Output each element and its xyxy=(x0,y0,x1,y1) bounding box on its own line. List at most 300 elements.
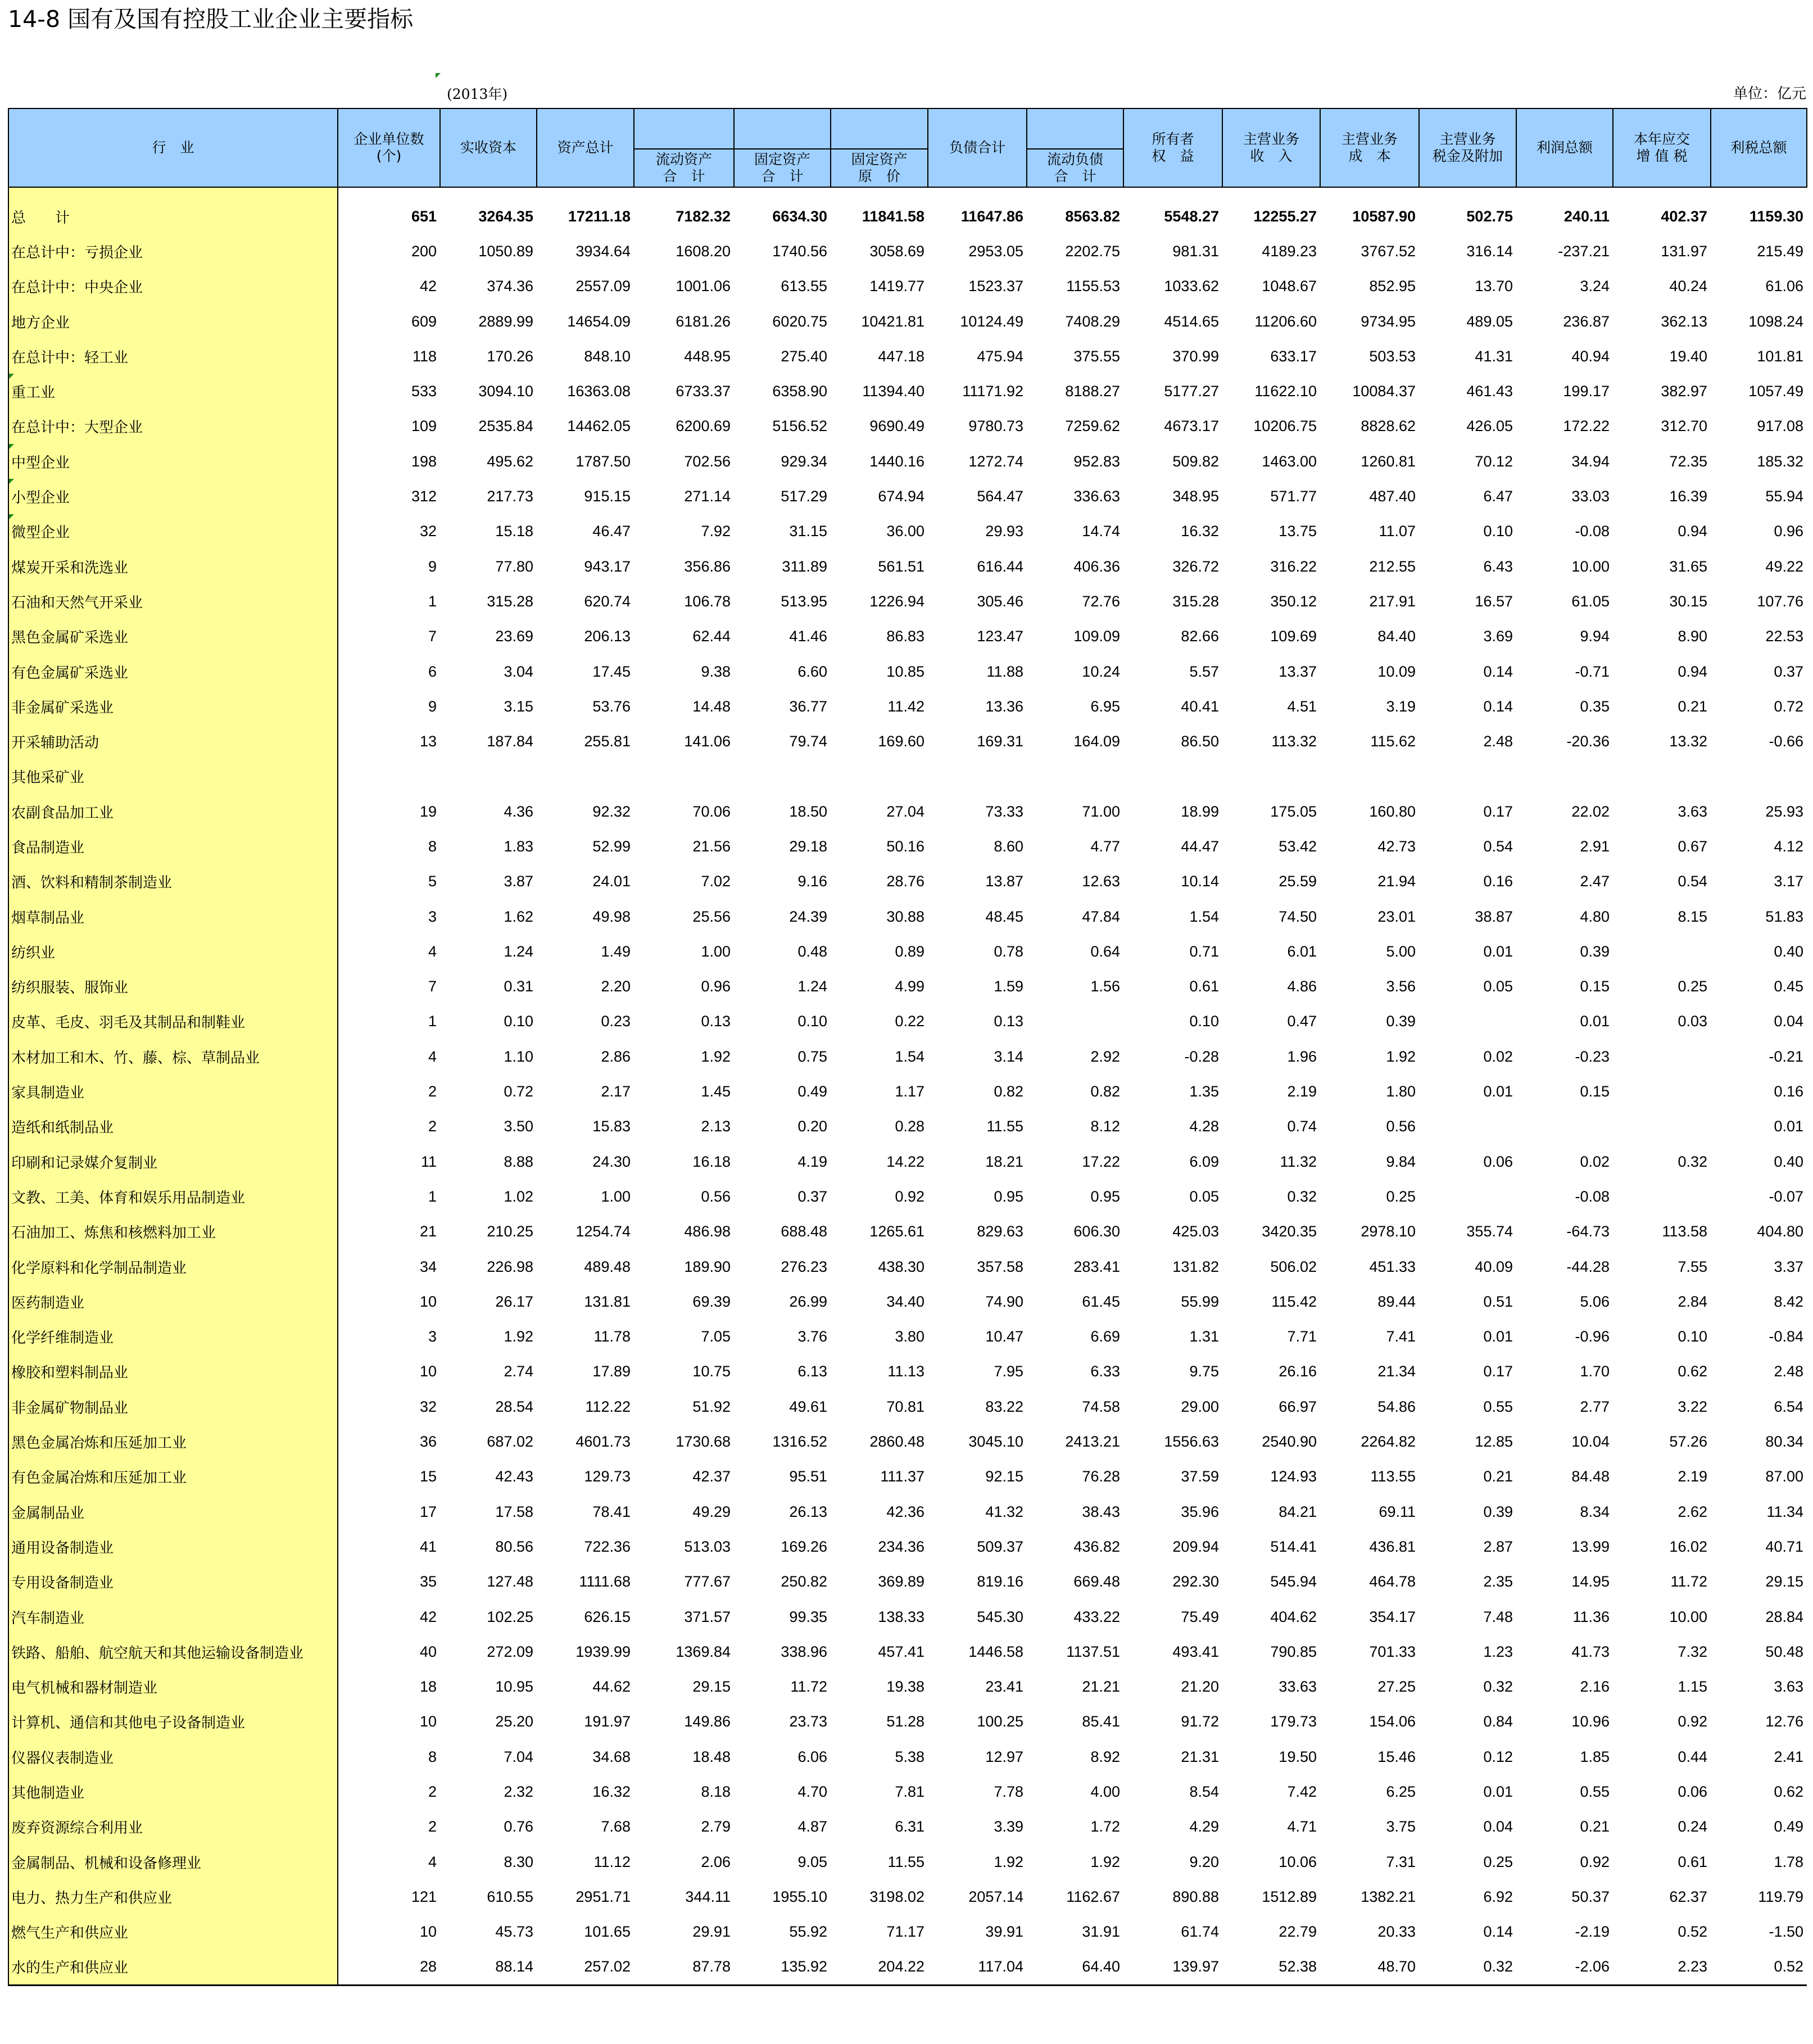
table-cell: 12255.27 xyxy=(1253,207,1317,225)
table-row xyxy=(8,1739,1807,1774)
table-cell: 0.95 xyxy=(1090,1188,1120,1205)
row-label: 开采辅助活动 xyxy=(8,724,338,759)
table-cell: 0.20 xyxy=(797,1118,827,1135)
table-cell: 11.13 xyxy=(887,1363,924,1380)
table-cell: 0.22 xyxy=(895,1013,924,1030)
table-cell: 236.87 xyxy=(1563,312,1610,330)
table-cell: 1.70 xyxy=(1580,1363,1610,1380)
table-cell: 32 xyxy=(419,523,437,540)
table-cell: 112.22 xyxy=(585,1398,631,1415)
table-cell: 0.25 xyxy=(1386,1188,1416,1205)
cell-marker-icon xyxy=(9,444,14,449)
table-cell: -0.07 xyxy=(1769,1188,1803,1205)
table-cell xyxy=(1419,1109,1516,1144)
table-cell: 0.92 xyxy=(895,1188,924,1205)
table-cell: 0.04 xyxy=(1774,1013,1803,1030)
table-cell: 8.92 xyxy=(1090,1748,1120,1765)
row-label: 总 计 xyxy=(8,187,338,234)
table-cell: 217.73 xyxy=(487,488,533,505)
table-cell: 19 xyxy=(419,803,437,820)
table-cell: 2264.82 xyxy=(1361,1433,1416,1451)
table-cell: 45.73 xyxy=(495,1923,533,1941)
table-cell: 106.78 xyxy=(684,592,731,610)
table-cell: 5.06 xyxy=(1580,1293,1610,1310)
table-cell: 2.17 xyxy=(601,1083,631,1100)
table-cell: 487.40 xyxy=(1369,488,1416,505)
table-cell: 1.56 xyxy=(1090,978,1120,995)
table-cell: 1.24 xyxy=(504,942,533,960)
table-cell: 3.17 xyxy=(1774,873,1803,890)
table-cell: 0.25 xyxy=(1678,978,1707,995)
table-cell: 2.32 xyxy=(504,1783,533,1800)
table-row xyxy=(8,304,1807,339)
table-cell: 7.78 xyxy=(994,1783,1023,1800)
table-cell: 24.30 xyxy=(592,1153,631,1170)
table-cell: 13.75 xyxy=(1279,523,1317,540)
table-cell: 1.92 xyxy=(1090,1853,1120,1870)
table-cell: 2540.90 xyxy=(1262,1433,1317,1451)
table-cell: 29.18 xyxy=(789,837,827,855)
col-header-main-cost: 主营业务 成 本 xyxy=(1320,108,1419,187)
table-cell xyxy=(1419,759,1516,794)
table-row xyxy=(8,1529,1807,1564)
table-cell: 71.17 xyxy=(886,1923,924,1941)
table-cell: 404.80 xyxy=(1757,1223,1803,1240)
row-label: 橡胶和塑料制品业 xyxy=(8,1354,338,1389)
table-cell: 35 xyxy=(419,1573,437,1590)
table-cell: 2 xyxy=(428,1783,437,1800)
table-cell: 0.37 xyxy=(1774,663,1803,680)
table-cell: 6.25 xyxy=(1386,1783,1416,1800)
table-cell: 0.32 xyxy=(1678,1153,1707,1170)
table-cell: 78.41 xyxy=(592,1503,631,1520)
table-cell: 4.80 xyxy=(1580,908,1610,925)
row-label: 微型企业 xyxy=(8,514,338,549)
table-cell: 64.40 xyxy=(1027,1950,1123,1986)
table-cell: 44.62 xyxy=(592,1678,631,1696)
table-cell: 92.32 xyxy=(592,803,631,820)
table-cell: 4 xyxy=(428,942,437,960)
row-label: 农副食品加工业 xyxy=(8,794,338,829)
table-cell: 8.12 xyxy=(1090,1118,1120,1135)
table-cell: 14.95 xyxy=(1571,1573,1610,1590)
table-cell: 5548.27 xyxy=(1164,207,1219,225)
row-label: 废弃资源综合利用业 xyxy=(8,1810,338,1844)
table-cell: 0.03 xyxy=(1678,1013,1707,1030)
table-cell: 0.04 xyxy=(1483,1818,1513,1835)
table-cell: -20.36 xyxy=(1566,733,1610,750)
table-cell: 164.09 xyxy=(1073,733,1120,750)
table-cell: 609 xyxy=(411,312,437,330)
row-label: 石油加工、炼焦和核燃料加工业 xyxy=(8,1214,338,1249)
table-cell: 509.82 xyxy=(1172,452,1219,470)
table-cell: 135.92 xyxy=(734,1950,831,1986)
table-cell: 0.15 xyxy=(1580,978,1610,995)
table-cell: 0.01 xyxy=(1483,1328,1513,1345)
table-cell: 7.92 xyxy=(701,523,731,540)
table-cell: 6.06 xyxy=(797,1748,827,1765)
table-cell: 5.57 xyxy=(1189,663,1219,680)
table-cell: 11.34 xyxy=(1766,1503,1803,1520)
table-cell: 819.16 xyxy=(977,1573,1023,1590)
table-cell: 42.73 xyxy=(1377,837,1416,855)
table-cell: 28.54 xyxy=(495,1398,533,1415)
table-cell: 7.04 xyxy=(504,1748,533,1765)
table-cell: 0.32 xyxy=(1419,1950,1516,1986)
table-cell: 8188.27 xyxy=(1065,383,1120,400)
table-cell: 687.02 xyxy=(487,1433,533,1451)
table-cell: 0.28 xyxy=(895,1118,924,1135)
table-cell: 11394.40 xyxy=(862,383,924,400)
table-cell: -0.71 xyxy=(1575,663,1610,680)
table-cell: 11647.86 xyxy=(960,207,1023,225)
table-cell: 13.37 xyxy=(1279,663,1317,680)
table-cell: 0.62 xyxy=(1678,1363,1707,1380)
table-cell: 669.48 xyxy=(1073,1573,1120,1590)
table-cell: 42 xyxy=(419,1608,437,1625)
table-cell: 91.72 xyxy=(1181,1713,1219,1730)
table-row xyxy=(8,1669,1807,1704)
table-cell: 7 xyxy=(428,978,437,995)
table-cell: 2413.21 xyxy=(1065,1433,1120,1451)
table-cell: 29.91 xyxy=(692,1923,731,1941)
table-cell: 0.12 xyxy=(1483,1748,1513,1765)
table-cell: 74.90 xyxy=(985,1293,1023,1310)
table-cell: 3094.10 xyxy=(478,383,533,400)
table-cell: 69.11 xyxy=(1379,1503,1416,1520)
table-row xyxy=(8,619,1807,654)
row-label: 重工业 xyxy=(8,374,338,409)
table-cell: 6.31 xyxy=(895,1818,924,1835)
table-cell: 61.05 xyxy=(1571,592,1610,610)
table-cell: 0.23 xyxy=(601,1013,631,1030)
table-row xyxy=(8,1179,1807,1214)
table-cell: 70.06 xyxy=(692,803,731,820)
table-cell: 1001.06 xyxy=(676,278,731,295)
row-label: 地方企业 xyxy=(8,304,338,339)
table-cell: 489.05 xyxy=(1466,312,1513,330)
table-cell: 24.01 xyxy=(592,873,631,890)
table-cell: 0.56 xyxy=(701,1188,731,1205)
table-cell: 21.20 xyxy=(1181,1678,1219,1696)
table-cell: 82.66 xyxy=(1181,628,1219,645)
table-cell: 124.93 xyxy=(1270,1468,1317,1485)
table-cell: 61.06 xyxy=(1765,278,1803,295)
table-cell: 42.37 xyxy=(692,1468,731,1485)
table-cell: 6 xyxy=(428,663,437,680)
table-cell xyxy=(338,759,440,794)
table-cell: 26.17 xyxy=(495,1293,533,1310)
table-cell: 6.95 xyxy=(1090,697,1120,715)
table-cell: 3 xyxy=(428,908,437,925)
table-cell: 513.95 xyxy=(781,592,827,610)
row-label: 纺织服装、服饰业 xyxy=(8,969,338,1004)
table-cell: 369.89 xyxy=(878,1573,924,1590)
table-cell: 70.81 xyxy=(886,1398,924,1415)
table-cell: 1.72 xyxy=(1090,1818,1120,1835)
table-cell: 1.54 xyxy=(895,1048,924,1065)
table-cell: 2.77 xyxy=(1580,1398,1610,1415)
table-cell: 31.91 xyxy=(1082,1923,1120,1941)
col-header-profit-and-tax: 利税总额 xyxy=(1711,108,1807,187)
table-cell: 118 xyxy=(412,347,437,365)
table-cell: 1740.56 xyxy=(772,242,827,260)
table-cell: 1.83 xyxy=(504,837,533,855)
col-header-current-liabilities: 流动负债 合 计 xyxy=(1027,149,1123,187)
table-cell: 117.04 xyxy=(928,1950,1027,1986)
table-cell: 5156.52 xyxy=(772,418,827,435)
table-cell: 451.33 xyxy=(1369,1258,1416,1275)
table-cell: 0.96 xyxy=(701,978,731,995)
table-cell: 0.17 xyxy=(1483,803,1513,820)
table-row xyxy=(8,689,1807,724)
table-cell: 777.67 xyxy=(684,1573,731,1590)
table-cell: 626.15 xyxy=(584,1608,631,1625)
table-row xyxy=(8,1249,1807,1284)
table-cell: 12.85 xyxy=(1475,1433,1513,1451)
table-cell: 101.65 xyxy=(584,1923,631,1941)
table-cell: 350.12 xyxy=(1270,592,1317,610)
table-cell: 115.62 xyxy=(1370,733,1416,750)
table-row xyxy=(8,1774,1807,1809)
col-header-current-assets: 流动资产 合 计 xyxy=(634,149,734,187)
table-cell: 7408.29 xyxy=(1065,312,1120,330)
table-cell: 13 xyxy=(419,733,437,750)
table-cell: 1.96 xyxy=(1287,1048,1317,1065)
table-row xyxy=(8,339,1807,374)
table-cell: 26.99 xyxy=(789,1293,827,1310)
table-cell: 88.14 xyxy=(440,1950,537,1986)
table-cell: 336.63 xyxy=(1073,488,1120,505)
table-cell: 1265.61 xyxy=(869,1223,924,1240)
table-cell: 54.86 xyxy=(1377,1398,1416,1415)
table-cell: 31.65 xyxy=(1669,558,1707,575)
table-cell: 209.94 xyxy=(1172,1538,1219,1555)
table-cell: 448.95 xyxy=(684,347,731,365)
table-cell: 3.50 xyxy=(504,1118,533,1135)
table-cell: 11.12 xyxy=(593,1853,631,1870)
table-cell: 52.38 xyxy=(1222,1950,1320,1986)
table-cell: 28.76 xyxy=(886,873,924,890)
table-cell: 1.92 xyxy=(1386,1048,1416,1065)
table-cell: -0.21 xyxy=(1769,1048,1803,1065)
row-label: 黑色金属冶炼和压延加工业 xyxy=(8,1424,338,1459)
col-header-paid-in-capital: 实收资本 xyxy=(440,108,537,187)
table-cell: 234.36 xyxy=(878,1538,924,1555)
table-cell: 11.55 xyxy=(887,1853,924,1870)
table-cell: 3.14 xyxy=(994,1048,1023,1065)
table-cell: 545.30 xyxy=(977,1608,1023,1625)
table-cell: 11 xyxy=(420,1153,437,1170)
table-cell: 11.07 xyxy=(1379,523,1416,540)
table-cell: 1787.50 xyxy=(575,452,631,470)
table-cell: 22.53 xyxy=(1765,628,1803,645)
table-cell xyxy=(537,759,634,794)
table-cell: 9.38 xyxy=(701,663,731,680)
table-cell: 187.84 xyxy=(487,733,533,750)
table-cell: 3.37 xyxy=(1774,1258,1803,1275)
table-cell: 561.51 xyxy=(878,558,924,575)
table-cell: -2.06 xyxy=(1516,1950,1613,1986)
table-cell: 5177.27 xyxy=(1164,383,1219,400)
table-cell: 11.72 xyxy=(1670,1573,1707,1590)
table-cell: 3.24 xyxy=(1580,278,1610,295)
row-label: 石油和天然气开采业 xyxy=(8,584,338,619)
row-label: 电气机械和器材制造业 xyxy=(8,1669,338,1704)
table-cell: 107.76 xyxy=(1757,592,1803,610)
table-cell: 374.36 xyxy=(487,278,533,295)
col-header-enterprises: 企业单位数 (个) xyxy=(338,108,440,187)
table-row xyxy=(8,1424,1807,1459)
table-cell: 31.15 xyxy=(789,523,827,540)
table-cell: 1272.74 xyxy=(968,452,1023,470)
table-cell: 6.60 xyxy=(797,663,827,680)
table-cell: 1.31 xyxy=(1189,1328,1219,1345)
table-cell: 4.87 xyxy=(797,1818,827,1835)
table-cell: 0.78 xyxy=(994,942,1023,960)
col-header-industry: 行 业 xyxy=(8,108,338,187)
table-cell: 8563.82 xyxy=(1065,207,1120,225)
table-cell: 271.14 xyxy=(684,488,731,505)
table-cell: 461.43 xyxy=(1466,383,1513,400)
table-cell: 3934.64 xyxy=(575,242,631,260)
table-cell: 113.55 xyxy=(1370,1468,1416,1485)
table-cell xyxy=(1320,759,1419,794)
table-cell: 86.50 xyxy=(1181,733,1219,750)
table-cell: 506.02 xyxy=(1270,1258,1317,1275)
table-cell xyxy=(1419,1004,1516,1039)
table-cell: 255.81 xyxy=(584,733,631,750)
table-cell: 9780.73 xyxy=(968,418,1023,435)
table-cell: 44.47 xyxy=(1181,837,1219,855)
table-cell: 9.75 xyxy=(1189,1363,1219,1380)
table-row xyxy=(8,1634,1807,1669)
table-cell: 22.79 xyxy=(1279,1923,1317,1941)
row-label: 小型企业 xyxy=(8,479,338,514)
table-cell: 610.55 xyxy=(487,1888,533,1905)
table-cell: 0.67 xyxy=(1678,837,1707,855)
table-cell: 1.92 xyxy=(504,1328,533,1345)
table-cell: 7 xyxy=(428,628,437,645)
table-cell: 6.47 xyxy=(1483,488,1513,505)
table-cell: 0.32 xyxy=(1287,1188,1317,1205)
col-header-main-tax: 主营业务 税金及附加 xyxy=(1419,108,1516,187)
table-cell: 1446.58 xyxy=(968,1643,1023,1660)
table-cell: 312 xyxy=(411,488,437,505)
table-cell: 11.88 xyxy=(986,663,1023,680)
table-cell: 509.37 xyxy=(977,1538,1023,1555)
table-cell: 15.18 xyxy=(495,523,533,540)
table-cell: 34.94 xyxy=(1571,452,1610,470)
table-cell: 36.00 xyxy=(886,523,924,540)
table-cell: 890.88 xyxy=(1172,1888,1219,1905)
row-label: 有色金属矿采选业 xyxy=(8,654,338,689)
table-cell: 0.01 xyxy=(1580,1013,1610,1030)
table-cell: 21.21 xyxy=(1082,1678,1120,1696)
table-cell: 74.50 xyxy=(1279,908,1317,925)
table-cell: 1137.51 xyxy=(1066,1643,1120,1660)
table-cell: 0.51 xyxy=(1483,1293,1513,1310)
row-label: 煤炭开采和洗选业 xyxy=(8,549,338,584)
table-cell: 0.96 xyxy=(1774,523,1803,540)
table-cell: 276.23 xyxy=(781,1258,827,1275)
table-cell: 25.93 xyxy=(1765,803,1803,820)
table-cell: 1382.21 xyxy=(1361,1888,1416,1905)
cell-marker-icon xyxy=(9,479,14,484)
table-cell: 6020.75 xyxy=(772,312,827,330)
table-cell: 3.75 xyxy=(1386,1818,1416,1835)
table-cell: 915.15 xyxy=(584,488,631,505)
row-label: 医药制造业 xyxy=(8,1284,338,1319)
table-cell: 10.06 xyxy=(1279,1853,1317,1870)
table-cell: 4.36 xyxy=(504,803,533,820)
table-cell: 14.48 xyxy=(692,697,731,715)
table-cell: 20.33 xyxy=(1377,1923,1416,1941)
table-cell: 40.71 xyxy=(1765,1538,1803,1555)
table-cell: 226.98 xyxy=(487,1258,533,1275)
table-body xyxy=(8,187,1807,1986)
col-header-fixed-assets: 固定资产 合 计 xyxy=(734,149,831,187)
table-cell: 109.09 xyxy=(1073,628,1120,645)
table-cell: 74.58 xyxy=(1082,1398,1120,1415)
table-cell: 55.99 xyxy=(1181,1293,1219,1310)
table-cell: 3.04 xyxy=(504,663,533,680)
table-cell: 169.26 xyxy=(781,1538,827,1555)
table-cell: 109.69 xyxy=(1270,628,1317,645)
table-cell: 503.53 xyxy=(1369,347,1416,365)
table-cell: 41.32 xyxy=(985,1503,1023,1520)
table-cell: 21 xyxy=(419,1223,437,1240)
table-cell: 38.87 xyxy=(1475,908,1513,925)
table-cell: 2.62 xyxy=(1678,1503,1707,1520)
table-cell: 8.30 xyxy=(504,1853,533,1870)
table-cell: 464.78 xyxy=(1369,1573,1416,1590)
table-cell: 61.74 xyxy=(1181,1923,1219,1941)
table-cell: 23.69 xyxy=(495,628,533,645)
table-cell: 674.94 xyxy=(878,488,924,505)
table-cell: 0.06 xyxy=(1483,1153,1513,1170)
table-cell: 489.48 xyxy=(584,1258,631,1275)
table-cell: 7.71 xyxy=(1287,1328,1317,1345)
table-cell: 1730.68 xyxy=(676,1433,731,1451)
col-header-fixed-assets-original: 固定资产 原 价 xyxy=(831,149,928,187)
table-cell: 10.09 xyxy=(1377,663,1416,680)
table-cell: 53.76 xyxy=(592,697,631,715)
table-cell: 10.75 xyxy=(692,1363,731,1380)
table-cell: 9734.95 xyxy=(1361,312,1416,330)
table-cell: 348.95 xyxy=(1172,488,1219,505)
table-row xyxy=(8,864,1807,899)
table-cell: 1523.37 xyxy=(968,278,1023,295)
table-cell: 131.97 xyxy=(1661,242,1707,260)
table-cell: 50.16 xyxy=(886,837,924,855)
table-cell: 131.81 xyxy=(584,1293,631,1310)
table-cell: 0.82 xyxy=(994,1083,1023,1100)
table-cell: 0.37 xyxy=(797,1188,827,1205)
table-cell xyxy=(634,759,734,794)
row-label: 汽车制造业 xyxy=(8,1599,338,1634)
table-cell: 0.54 xyxy=(1483,837,1513,855)
table-row xyxy=(8,187,1807,234)
table-cell: 8.34 xyxy=(1580,1503,1610,1520)
table-cell: 7.48 xyxy=(1483,1608,1513,1625)
table-cell: 848.10 xyxy=(584,347,631,365)
table-cell: 3.87 xyxy=(504,873,533,890)
table-cell: 7.95 xyxy=(994,1363,1023,1380)
table-cell: 16.02 xyxy=(1669,1538,1707,1555)
table-cell: 0.17 xyxy=(1483,1363,1513,1380)
table-cell: 4.12 xyxy=(1774,837,1803,855)
